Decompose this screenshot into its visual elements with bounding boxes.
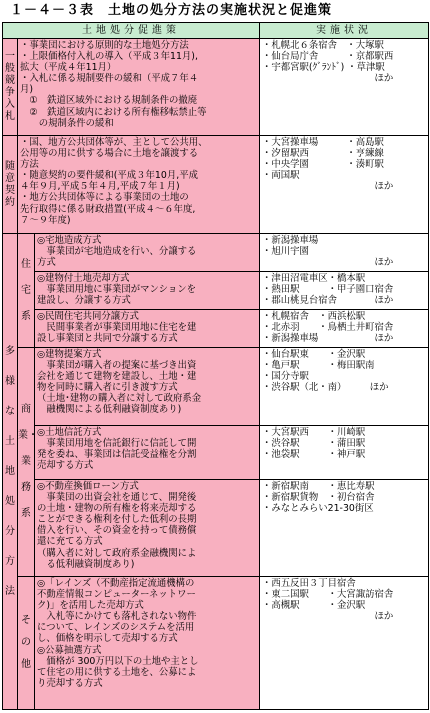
status-cell xyxy=(260,480,429,577)
row-commercial-3 xyxy=(3,480,429,577)
status-cell xyxy=(260,310,429,348)
category-label: 一般競争入札 xyxy=(5,51,15,122)
subcategory-label: 住宅系 xyxy=(21,258,31,322)
row-housing-1 xyxy=(3,234,429,272)
method-cell xyxy=(35,272,260,310)
header-status: 実施状況 xyxy=(260,23,429,39)
row-housing-3 xyxy=(3,310,429,348)
methods-text: ・国、地方公共団体等が、主として公共用、 公用等の用に供する場合に土地を譲渡する 方法 ・随意契約の要件緩和(平成３年10月,平成 ４年９月,平成５年４月,平成７年１月) ・地方公共団体等による事業団の土地の 先行取得に係る財政措置(平成４～６年度, ７～９年度) xyxy=(20,137,208,226)
status-text: ・大宮操車場 ・高島駅 ・汐留駅西 ・亨練線 ・中央学園 ・湊町駅 ・両国駅 ほか xyxy=(262,137,394,193)
method-cell xyxy=(35,480,260,577)
status-cell xyxy=(260,348,429,426)
status-cell xyxy=(260,136,429,234)
methods-cell xyxy=(18,39,260,136)
category-negotiated-contract xyxy=(3,136,18,234)
status-text: ・新宿駅南 ・恵比寿駅 ・新宿駅貨物 ・初台宿舎 ・みなとみらい21-30街区 xyxy=(262,481,375,515)
status-text: ・大宮駅西 ・川崎駅 ・渋谷駅 ・蒲田駅 ・池袋駅 ・神戸駅 xyxy=(262,427,366,461)
subcategory-label: 商業・業務系 xyxy=(18,404,38,519)
header-method: 土地処分促進策 xyxy=(3,23,260,39)
table-title: １－４－３表 土地の処分方法の実施状況と促進策 xyxy=(10,3,333,18)
row-commercial-2 xyxy=(3,426,429,480)
subcategory-housing xyxy=(18,234,35,348)
category-label: 随意契約 xyxy=(5,160,15,208)
status-cell xyxy=(260,426,429,480)
method-text: ◎民間住宅共同分譲方式 民間事業者が事業団用地に住宅を建 設し事業団と共同で分譲する方式 xyxy=(37,311,197,345)
row-general-bidding xyxy=(3,39,429,136)
category-label: 多様な土地処分方法 xyxy=(5,345,15,597)
subcategory-other xyxy=(18,577,35,710)
methods-text: ・事業団における原則的な土地処分方法 ・上限価格付入札の導入（平成３年11月), 拡大（平成４年11月） ・入札に係る規制要件の緩和（平成７年４ 月) ① 鉄道区域外における規制条件の撤廃 ② 鉄道区域内における所有権移転禁止等 の規制条件の緩和 xyxy=(20,40,207,129)
status-cell xyxy=(260,272,429,310)
status-text: ・札幌宿舎 ・西浜松駅 ・北赤羽 ・鳥栖土井町宿舎 ・新潟操車場 ほか xyxy=(262,311,394,345)
method-cell xyxy=(35,234,260,272)
method-cell xyxy=(35,577,260,710)
status-text: ・新潟操車場 ・旭川宇園 ほか xyxy=(262,235,394,269)
method-cell xyxy=(35,426,260,480)
header-row xyxy=(3,23,429,39)
method-cell xyxy=(35,310,260,348)
status-text: ・津田沼電車区・橋本駅 ・熱田駅 ・甲子園口宿舎 ・郡山桃見台宿舎 ほか xyxy=(262,273,394,307)
status-text: ・札幌北６条宿舎 ・大塚駅 ・仙台局庁舎 ・京都駅西 ・宇都宮駅(ｸﾞﾗﾝﾄﾞ) ・草津駅 ほか xyxy=(262,40,394,85)
status-text: ・西五反田３丁目宿舎 ・東二国駅 ・大宮諏訪宿舎 ・高槻駅 ・金沢駅 ほか xyxy=(262,578,394,623)
method-text: ◎宅地造成方式 事業団が宅地造成を行い、分譲する 方式 xyxy=(37,235,197,269)
row-commercial-1 xyxy=(3,348,429,426)
method-text: ◎建物付土地売却方式 事業団用地に事業団がマンションを 建設し、分譲する方式 xyxy=(37,273,196,307)
method-cell xyxy=(35,348,260,426)
status-text: ・仙台駅東 ・金沢駅 ・亀戸駅 ・梅田駅南 ・国分寺駅 ・渋谷駅（北・南） ほか xyxy=(262,349,389,394)
category-general-bidding xyxy=(3,39,18,136)
row-housing-2 xyxy=(3,272,429,310)
status-cell xyxy=(260,234,429,272)
methods-cell xyxy=(18,136,260,234)
method-text: ◎不動産換価ローン方式 事業団の出資会社を通じて、開発後 の土地・建物の所有権を将来売却する ことができる権利を付した低利の長期 借入を行い、その資金を持って債務償 還に充てる方式 （購入者に対して政府系金融機関によ る低利融資制度あり) xyxy=(37,481,197,570)
subcategory-commercial xyxy=(18,348,38,577)
status-cell xyxy=(260,577,429,710)
method-text: ◎建物提案方式 事業団が購入者の提案に基づき出資 会社を通じて建物を建設し、土地・建 物を同時に購入者に引き渡す方式 （土地･建物の購入者に対して政府系金 融機関による低利融資制度あり) xyxy=(37,349,202,416)
category-diverse xyxy=(3,234,18,710)
row-negotiated-contract xyxy=(3,136,429,234)
land-disposal-table xyxy=(2,22,429,710)
status-cell xyxy=(260,39,429,136)
method-text: ◎土地信託方式 事業団用地を信託銀行に信託して開 発を委ね、事業団は信託受益権を分割 売却する方式 xyxy=(37,427,197,472)
row-other-1 xyxy=(3,577,429,710)
subcategory-label: その他 xyxy=(21,615,31,670)
method-text: ◎「レインズ（不動産指定流通機構の 不動産情報コンピューターネットワー ク)」を活用した売却方式 入札等にかけても落札されない物件 について、レインズのシステムを活用 し、価格を明示して売却する方式 ◎公募抽選方式 価格が 300万円以下の土地や主とし て住宅の用に供する土地を、公募によ り売却する方式 xyxy=(37,578,199,689)
